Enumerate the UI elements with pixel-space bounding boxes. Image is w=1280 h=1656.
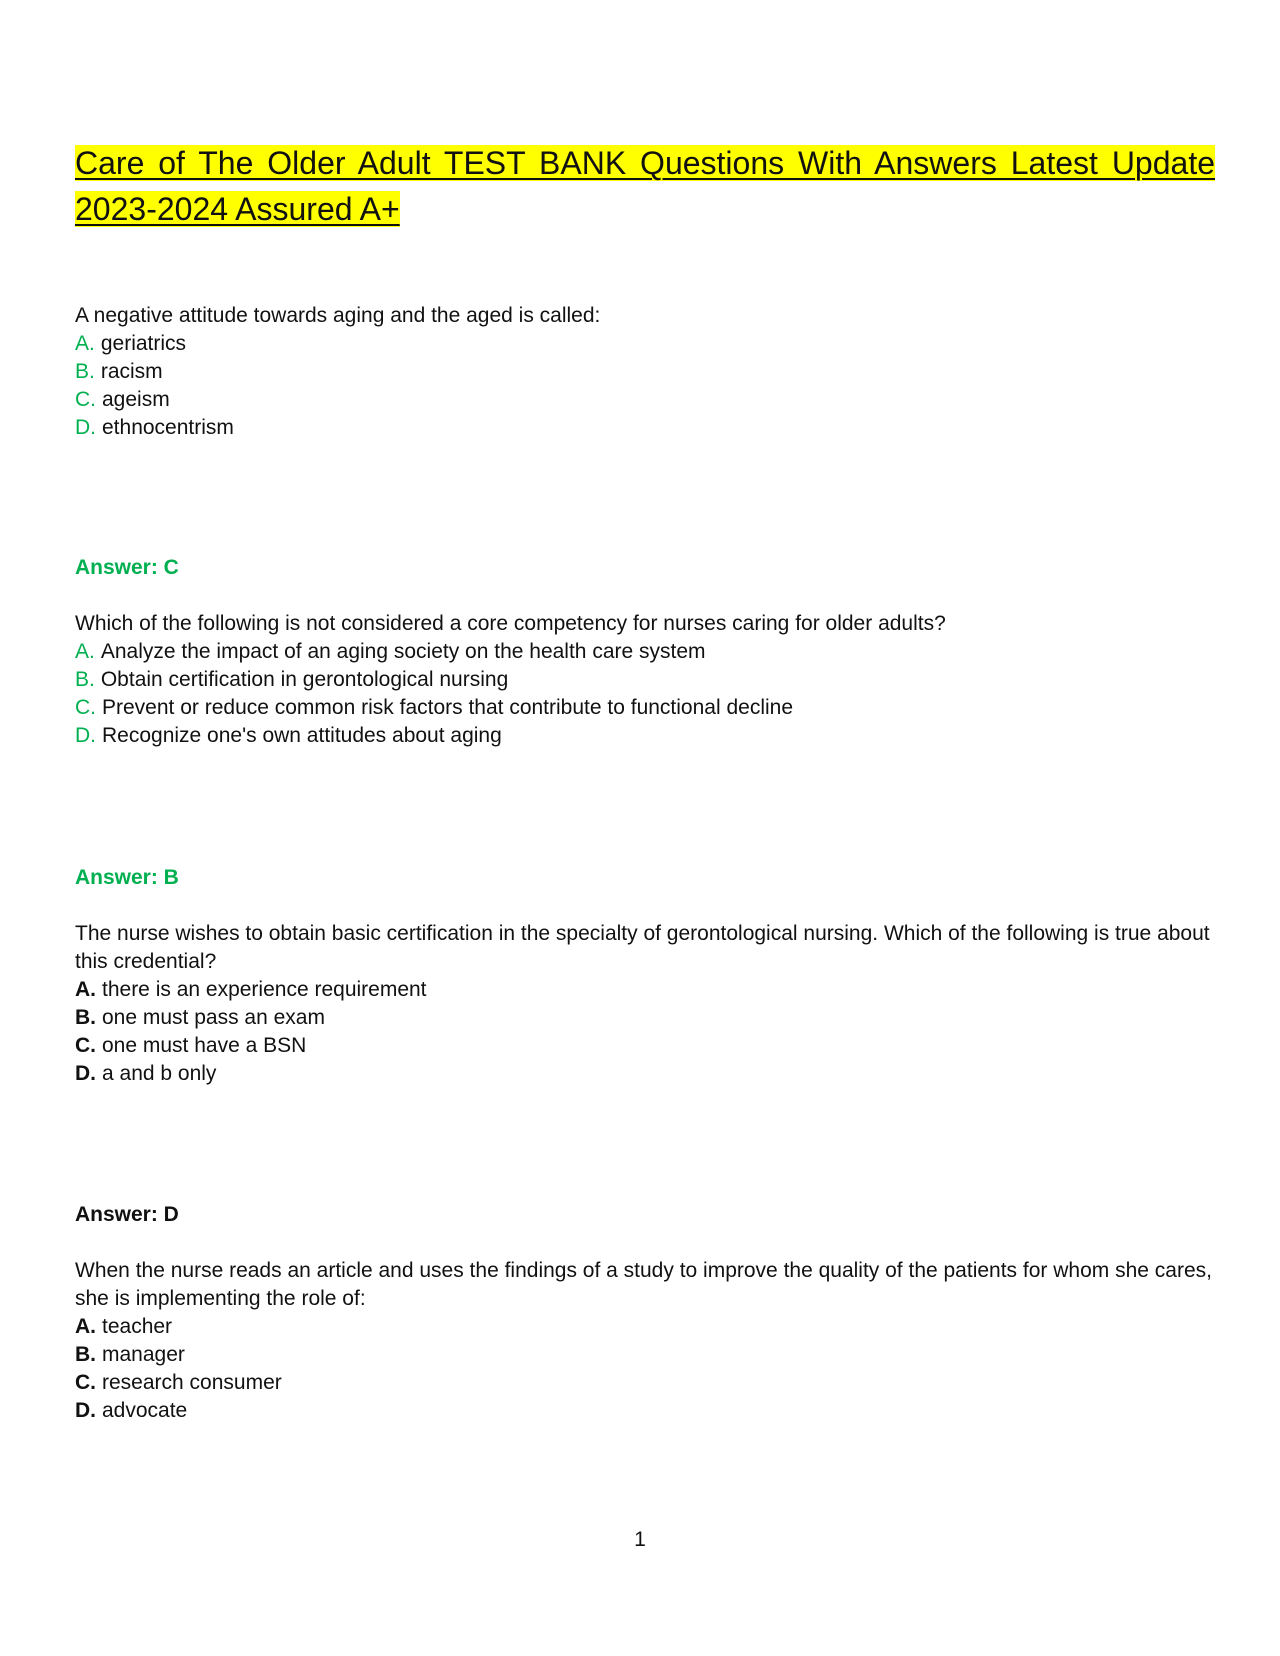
- option-d: D. ethnocentrism: [75, 416, 234, 439]
- option-c: C. ageism: [75, 388, 170, 411]
- question-stem: When the nurse reads an article and uses the findings of a study to improve the quality of the patients for whom she cares, she is implementing the role of:: [75, 1259, 1212, 1310]
- option-a: A. there is an experience requirement: [75, 978, 427, 1001]
- option-c: C. research consumer: [75, 1371, 282, 1394]
- question-4: [75, 1257, 1215, 1425]
- question-stem: Which of the following is not considered a core competency for nurses caring for older adults?: [75, 612, 946, 635]
- question-stem: A negative attitude towards aging and the aged is called:: [75, 304, 601, 327]
- question-1: [75, 302, 1215, 442]
- page-title: [75, 140, 1215, 232]
- option-d: D. a and b only: [75, 1062, 217, 1085]
- question-2: [75, 610, 1215, 750]
- option-d: D. Recognize one's own attitudes about aging: [75, 724, 502, 747]
- option-b: B. Obtain certification in gerontological nursing: [75, 668, 509, 691]
- question-3: [75, 920, 1215, 1088]
- option-a: A. geriatrics: [75, 332, 187, 355]
- page-number: 1: [634, 1528, 646, 1551]
- answer-1: Answer: C: [75, 556, 179, 579]
- option-c: C. Prevent or reduce common risk factors that contribute to functional decline: [75, 696, 794, 719]
- option-b: B. manager: [75, 1343, 185, 1366]
- title-highlight: Care of The Older Adult TEST BANK Questions With Answers Latest Update 2023-2024 Assured A+: [75, 145, 1215, 227]
- option-b: B. one must pass an exam: [75, 1006, 325, 1029]
- option-a: A. teacher: [75, 1315, 173, 1338]
- answer-3: Answer: D: [75, 1203, 179, 1226]
- question-stem: The nurse wishes to obtain basic certification in the specialty of gerontological nursing. Which of the following is true about this credential?: [75, 922, 1210, 973]
- option-a: A. Analyze the impact of an aging society on the health care system: [75, 640, 706, 663]
- answer-2: Answer: B: [75, 866, 179, 889]
- option-c: C. one must have a BSN: [75, 1034, 307, 1057]
- option-d: D. advocate: [75, 1399, 188, 1422]
- option-b: B. racism: [75, 360, 163, 383]
